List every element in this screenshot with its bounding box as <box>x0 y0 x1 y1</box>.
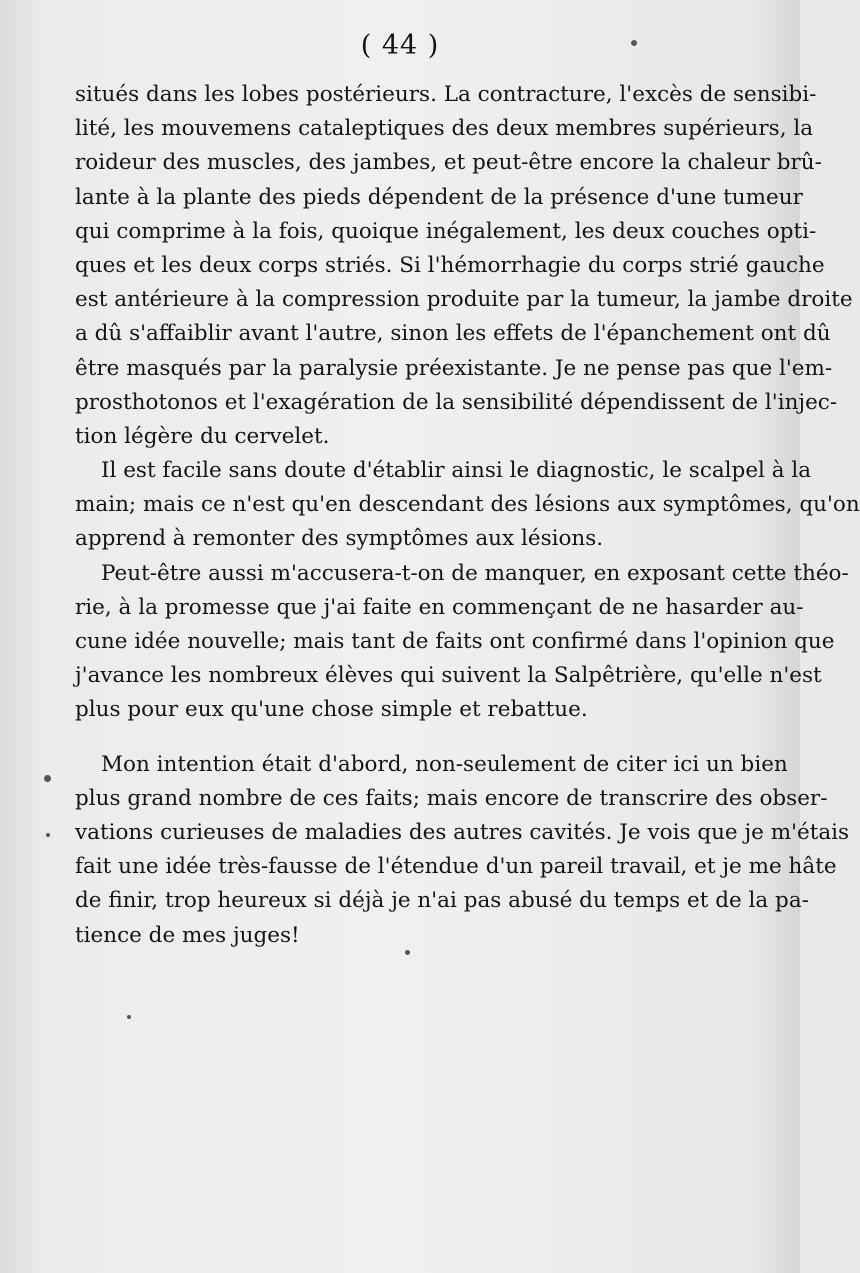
text-line: qui comprime à la fois, quoique inégalement, les deux couches opti- <box>75 218 817 244</box>
text-line: apprend à remonter des symptômes aux lésions. <box>75 526 604 552</box>
text-line: a dû s'affaiblir avant l'autre, sinon les effets de l'épanchement ont dû <box>75 321 831 347</box>
page-number: ( 44 ) <box>360 30 440 61</box>
paragraph-gap <box>75 728 780 748</box>
text-line: vations curieuses de maladies des autres cavités. Je vois que je m'étais <box>75 819 850 845</box>
ink-speck <box>44 775 51 782</box>
text-line: ques et les deux corps striés. Si l'hémorrhagie du corps strié gauche <box>75 252 825 278</box>
text-line: plus pour eux qu'une chose simple et rebattue. <box>75 697 588 723</box>
text-line: main; mais ce n'est qu'en descendant des lésions aux symptômes, qu'on <box>75 492 860 518</box>
text-line: situés dans les lobes postérieurs. La contracture, l'excès de sensibi- <box>75 82 817 107</box>
body-text <box>75 78 860 953</box>
text-line: tience de mes juges! <box>75 922 300 948</box>
text-line: de finir, trop heureux si déjà je n'ai pas abusé du temps et de la pa- <box>75 888 809 914</box>
text-line: cune idée nouvelle; mais tant de faits ont confirmé dans l'opinion que <box>75 629 835 654</box>
text-line: Il est facile sans doute d'établir ainsi le diagnostic, le scalpel à la <box>101 458 812 484</box>
ink-speck <box>631 40 637 46</box>
paragraph <box>75 557 849 728</box>
text-line: plus grand nombre de ces faits; mais encore de transcrire des obser- <box>75 785 828 811</box>
text-line: j'avance les nombreux élèves qui suivent la Salpêtrière, qu'elle n'est <box>75 663 822 689</box>
text-line: tion légère du cervelet. <box>75 423 330 449</box>
text-line: est antérieure à la compression produite par la tumeur, la jambe droite <box>75 287 853 313</box>
text-line: fait une idée très-fausse de l'étendue d'un pareil travail, et je me hâte <box>75 854 837 880</box>
ink-speck <box>46 833 50 837</box>
text-line: Mon intention était d'abord, non-seulement de citer ici un bien <box>101 751 788 777</box>
text-line: prosthotonos et l'exagération de la sensibilité dépendissent de l'injec- <box>75 389 838 415</box>
text-line: lante à la plante des pieds dépendent de la présence d'une tumeur <box>75 184 803 210</box>
text-line: roideur des muscles, des jambes, et peut-être encore la chaleur brû- <box>75 150 822 176</box>
ink-speck <box>405 950 410 955</box>
text-line: lité, les mouvemens cataleptiques des deux membres supérieurs, la <box>75 116 814 142</box>
paragraph <box>75 748 850 953</box>
text-line: être masqués par la paralysie préexistante. Je ne pense pas que l'em- <box>75 355 833 381</box>
paragraph <box>75 78 853 454</box>
paragraph <box>75 454 860 557</box>
text-line: rie, à la promesse que j'ai faite en commençant de ne hasarder au- <box>75 594 804 620</box>
ink-speck <box>127 1015 131 1019</box>
text-line: Peut-être aussi m'accusera-t-on de manquer, en exposant cette théo- <box>101 560 849 586</box>
